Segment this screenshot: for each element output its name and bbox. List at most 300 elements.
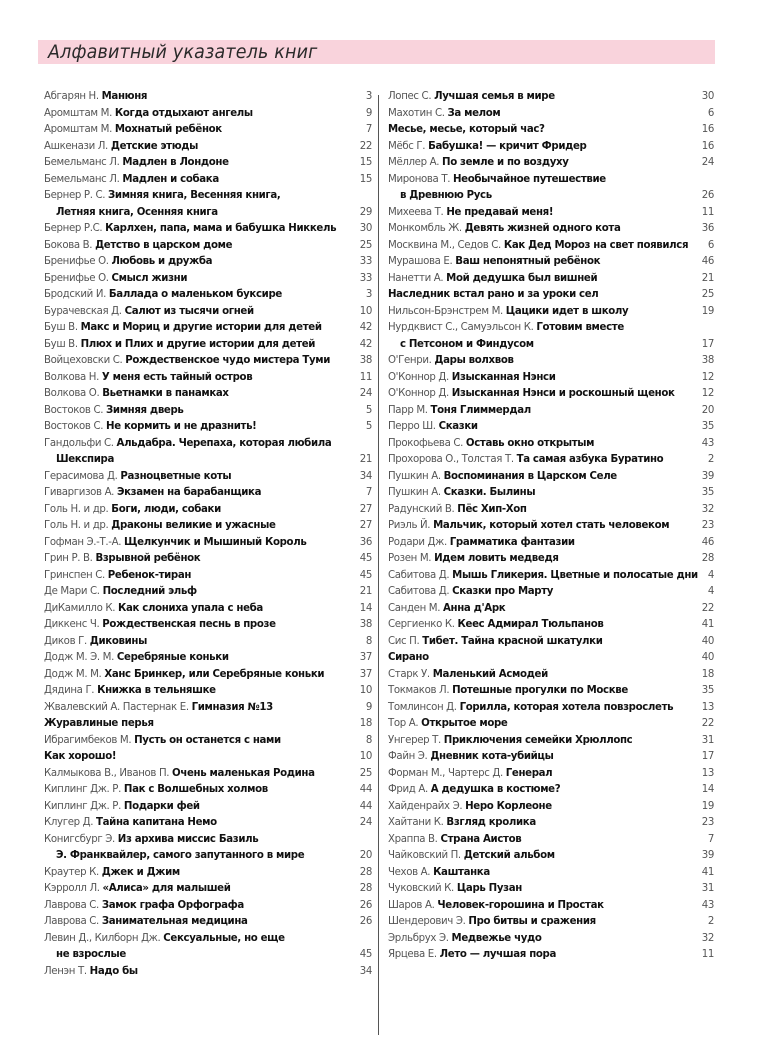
entry-text bbox=[44, 89, 349, 106]
entry-author: Шендерович Э. bbox=[388, 916, 466, 927]
entry-author: Бернер Р. С. bbox=[44, 190, 106, 201]
entry-line bbox=[388, 881, 691, 898]
index-entry bbox=[44, 221, 372, 238]
entry-text bbox=[44, 304, 349, 321]
entry-title: Месье, месье, который час? bbox=[388, 124, 545, 135]
entry-page-number: 2 bbox=[707, 454, 714, 465]
index-entry bbox=[388, 634, 714, 651]
index-entry bbox=[388, 568, 714, 585]
entry-text bbox=[388, 931, 691, 948]
entry-author: Томлинсон Д. bbox=[388, 701, 457, 713]
entry-page-number: 46 bbox=[701, 536, 714, 548]
entry-text bbox=[388, 106, 691, 123]
entry-title: Как слониха упала с неба bbox=[118, 602, 263, 614]
entry-page-number: 8 bbox=[365, 734, 372, 746]
entry-title: Мальчик, который хотел стать человеком bbox=[433, 520, 670, 531]
index-entry bbox=[388, 485, 714, 502]
entry-line bbox=[388, 683, 691, 700]
entry-text bbox=[388, 436, 691, 453]
entry-author: Бернер Р.С. bbox=[44, 223, 103, 234]
entry-author: Нанетти А. bbox=[388, 272, 444, 284]
entry-title: Тайна капитана Немо bbox=[96, 817, 217, 828]
entry-page-number: 19 bbox=[701, 305, 714, 317]
entry-text bbox=[388, 320, 691, 353]
entry-text bbox=[388, 815, 691, 832]
entry-title: Открытое море bbox=[421, 718, 508, 729]
entry-text bbox=[388, 205, 691, 222]
entry-author: Храппа В. bbox=[388, 833, 438, 845]
entry-author: Киплинг Дж. Р. bbox=[44, 784, 121, 795]
entry-page-number: 39 bbox=[701, 470, 714, 482]
entry-title: Детство в царском доме bbox=[95, 239, 233, 251]
entry-text bbox=[388, 419, 691, 436]
index-entry bbox=[44, 749, 372, 766]
entry-page-number: 3 bbox=[365, 91, 372, 102]
entry-title: Медвежье чудо bbox=[451, 932, 542, 944]
entry-line bbox=[44, 650, 349, 667]
entry-title: Как Дед Мороз на свет появился bbox=[503, 239, 689, 251]
index-entry bbox=[388, 683, 714, 700]
entry-title: Альдабра. Черепаха, которая любила bbox=[116, 437, 332, 449]
entry-text bbox=[388, 584, 691, 601]
index-entry bbox=[44, 634, 372, 651]
entry-page-number: 33 bbox=[359, 272, 372, 284]
entry-text bbox=[388, 551, 691, 568]
entry-line bbox=[44, 353, 349, 370]
entry-page-number: 42 bbox=[359, 322, 372, 333]
entry-title: Каштанка bbox=[433, 866, 490, 878]
entry-title: Ханс Бринкер, или Серебряные коньки bbox=[104, 668, 325, 680]
index-entry bbox=[388, 89, 714, 106]
entry-line bbox=[44, 155, 349, 172]
entry-author: Голь Н. и др. bbox=[44, 520, 109, 531]
entry-page-number: 11 bbox=[701, 206, 714, 218]
entry-title: Макс и Мориц и другие истории для детей bbox=[80, 322, 322, 333]
index-entry bbox=[388, 832, 714, 849]
entry-page-number: 32 bbox=[701, 503, 714, 515]
entry-author: Лаврова С. bbox=[44, 916, 99, 927]
entry-text bbox=[44, 287, 349, 304]
entry-author: Розен М. bbox=[388, 553, 432, 564]
entry-text bbox=[388, 254, 691, 271]
entry-author: Волкова О. bbox=[44, 388, 100, 399]
index-entry bbox=[388, 271, 714, 288]
entry-text bbox=[44, 221, 349, 238]
index-entry bbox=[388, 535, 714, 552]
entry-page-number: 34 bbox=[359, 470, 372, 482]
entry-line bbox=[388, 370, 691, 387]
entry-title: Сказки bbox=[438, 421, 478, 432]
entry-line bbox=[44, 865, 349, 882]
entry-page-number: 4 bbox=[707, 586, 714, 597]
index-entry bbox=[388, 221, 714, 238]
index-entry bbox=[388, 799, 714, 816]
entry-author: Левин Д., Килборн Дж. bbox=[44, 932, 161, 944]
entry-text bbox=[44, 370, 349, 387]
entry-author: Старк У. bbox=[388, 668, 430, 680]
index-entry bbox=[388, 617, 714, 634]
entry-text bbox=[44, 650, 349, 667]
index-entry bbox=[44, 914, 372, 931]
entry-page-number: 33 bbox=[359, 256, 372, 267]
entry-title: Вьетнамки в панамках bbox=[102, 388, 229, 399]
entry-author: Сабитова Д. bbox=[388, 586, 450, 597]
entry-title: Мадлен и собака bbox=[122, 173, 219, 185]
entry-line bbox=[44, 238, 349, 255]
entry-page-number: 22 bbox=[359, 140, 372, 152]
index-entry bbox=[44, 287, 372, 304]
entry-title: У меня есть тайный остров bbox=[101, 371, 253, 383]
entry-author: Де Мари С. bbox=[44, 586, 100, 597]
entry-title: Тоня Глиммердал bbox=[430, 404, 531, 416]
index-entry bbox=[388, 155, 714, 172]
entry-text bbox=[388, 832, 691, 849]
entry-text bbox=[44, 601, 349, 618]
entry-page-number: 15 bbox=[359, 157, 372, 168]
index-entry bbox=[44, 122, 372, 139]
entry-text bbox=[388, 865, 691, 882]
entry-page-number: 31 bbox=[701, 734, 714, 746]
entry-page-number: 25 bbox=[359, 239, 372, 251]
index-entry bbox=[388, 172, 714, 205]
entry-line bbox=[388, 287, 691, 304]
entry-title: Щелкунчик и Мышиный Король bbox=[124, 536, 307, 548]
entry-page-number: 38 bbox=[359, 619, 372, 630]
entry-author: Мёбс Г. bbox=[388, 140, 426, 152]
entry-line bbox=[44, 749, 349, 766]
entry-line bbox=[44, 716, 349, 733]
entry-author: ДиКамилло К. bbox=[44, 602, 116, 614]
entry-author: Санден М. bbox=[388, 602, 441, 614]
entry-author: Клугер Д. bbox=[44, 817, 94, 828]
index-entry bbox=[388, 287, 714, 304]
index-entry bbox=[44, 568, 372, 585]
entry-text bbox=[44, 551, 349, 568]
entry-title: Детский альбом bbox=[463, 850, 555, 861]
index-entry bbox=[44, 254, 372, 271]
entry-text bbox=[388, 502, 691, 519]
entry-page-number: 21 bbox=[359, 454, 372, 465]
entry-title: Изысканная Нэнси bbox=[451, 371, 556, 383]
entry-title: Рождественское чудо мистера Туми bbox=[125, 355, 331, 366]
index-entry bbox=[388, 931, 714, 948]
entry-title-continued: Шекспира bbox=[56, 454, 114, 465]
index-entry bbox=[388, 815, 714, 832]
entry-page-number: 43 bbox=[701, 437, 714, 449]
entry-author: Бурачевская Д. bbox=[44, 305, 122, 317]
entry-line bbox=[44, 815, 349, 832]
entry-page-number: 44 bbox=[359, 784, 372, 795]
entry-text bbox=[388, 353, 691, 370]
entry-title: Зимняя книга, Весенняя книга, bbox=[108, 190, 281, 201]
entry-line bbox=[44, 89, 349, 106]
entry-page-number: 24 bbox=[701, 157, 714, 168]
entry-author: Додж М. Э. М. bbox=[44, 652, 114, 663]
entry-author: Сабитова Д. bbox=[388, 569, 450, 581]
index-entry bbox=[388, 848, 714, 865]
index-entry bbox=[44, 139, 372, 156]
entry-text bbox=[44, 931, 349, 964]
entry-page-number: 22 bbox=[701, 718, 714, 729]
entry-author: Ярцева Е. bbox=[388, 949, 437, 960]
entry-text bbox=[388, 139, 691, 156]
index-entry bbox=[388, 419, 714, 436]
entry-page-number: 16 bbox=[701, 140, 714, 152]
entry-line bbox=[388, 436, 691, 453]
entry-title: Как хорошо! bbox=[44, 751, 117, 762]
entry-title: Боги, люди, собаки bbox=[111, 503, 221, 515]
entry-line bbox=[44, 172, 349, 189]
entry-page-number: 6 bbox=[707, 107, 714, 119]
entry-text bbox=[44, 683, 349, 700]
entry-author: Чайковский П. bbox=[388, 850, 461, 861]
entry-author: Востоков С. bbox=[44, 404, 104, 416]
entry-title: Изысканная Нэнси и роскошный щенок bbox=[451, 388, 675, 399]
entry-page-number: 7 bbox=[365, 487, 372, 498]
entry-page-number: 14 bbox=[359, 602, 372, 614]
entry-line bbox=[388, 502, 691, 519]
entry-line bbox=[388, 865, 691, 882]
entry-title: Маленький Асмодей bbox=[432, 668, 548, 680]
entry-text bbox=[388, 518, 691, 535]
entry-title: «Алиса» для малышей bbox=[102, 883, 231, 894]
entry-author: Додж М. М. bbox=[44, 668, 102, 680]
entry-text bbox=[44, 469, 349, 486]
index-entry bbox=[44, 337, 372, 354]
entry-line bbox=[44, 287, 349, 304]
entry-page-number: 12 bbox=[701, 388, 714, 399]
entry-page-number: 41 bbox=[701, 619, 714, 630]
entry-page-number: 35 bbox=[701, 685, 714, 696]
entry-author: Гандольфи С. bbox=[44, 437, 114, 449]
entry-page-number: 25 bbox=[701, 289, 714, 300]
index-entry bbox=[388, 139, 714, 156]
entry-line bbox=[44, 469, 349, 486]
entry-text bbox=[44, 733, 349, 750]
entry-page-number: 4 bbox=[707, 569, 714, 581]
entry-page-number: 22 bbox=[701, 602, 714, 614]
entry-text bbox=[388, 650, 691, 667]
entry-author: Лопес С. bbox=[388, 91, 432, 102]
entry-page-number: 13 bbox=[701, 767, 714, 779]
entry-page-number: 9 bbox=[365, 107, 372, 119]
entry-author: Бемельманс Л. bbox=[44, 157, 120, 168]
entry-author: Волкова Н. bbox=[44, 371, 100, 383]
entry-page-number: 9 bbox=[365, 701, 372, 713]
entry-line bbox=[388, 535, 691, 552]
entry-author: Бродский И. bbox=[44, 289, 106, 300]
entry-author: О'Коннор Д. bbox=[388, 388, 449, 399]
entry-page-number: 2 bbox=[707, 916, 714, 927]
entry-author: Хайтани К. bbox=[388, 817, 444, 828]
entry-text bbox=[44, 865, 349, 882]
entry-title: Диковины bbox=[89, 635, 147, 647]
entry-title: Цацики идет в школу bbox=[505, 305, 629, 317]
entry-title: По земле и по воздуху bbox=[442, 157, 569, 168]
entry-title: Потешные прогулки по Москве bbox=[452, 685, 628, 696]
entry-author: Риэль Й. bbox=[388, 520, 431, 531]
entry-text bbox=[388, 683, 691, 700]
entry-text bbox=[44, 799, 349, 816]
index-entry bbox=[388, 238, 714, 255]
entry-line bbox=[44, 601, 349, 618]
entry-page-number: 40 bbox=[701, 635, 714, 647]
entry-page-number: 44 bbox=[359, 800, 372, 812]
entry-line bbox=[388, 584, 691, 601]
entry-title: Мадлен в Лондоне bbox=[122, 157, 229, 168]
entry-title: Очень маленькая Родина bbox=[172, 767, 315, 779]
entry-author: Монкомбль Ж. bbox=[388, 223, 462, 234]
entry-author: Родари Дж. bbox=[388, 536, 447, 548]
entry-author: Жвалевский А. Пастернак Е. bbox=[44, 701, 189, 713]
entry-author: Киплинг Дж. Р. bbox=[44, 800, 121, 812]
index-entry bbox=[44, 469, 372, 486]
entry-page-number: 20 bbox=[359, 850, 372, 861]
entry-page-number: 18 bbox=[359, 718, 372, 729]
entry-title: Царь Пузан bbox=[456, 883, 522, 894]
entry-author: Мурашова Е. bbox=[388, 256, 453, 267]
entry-line bbox=[388, 155, 691, 172]
entry-page-number: 30 bbox=[701, 91, 714, 102]
entry-text bbox=[388, 881, 691, 898]
index-entry bbox=[44, 881, 372, 898]
header-band bbox=[38, 40, 715, 64]
entry-text bbox=[388, 848, 691, 865]
entry-title: Манюня bbox=[101, 91, 148, 102]
index-entry bbox=[44, 188, 372, 221]
entry-line bbox=[388, 386, 691, 403]
entry-page-number: 28 bbox=[359, 866, 372, 878]
entry-author: О'Коннор Д. bbox=[388, 371, 449, 383]
entry-text bbox=[388, 370, 691, 387]
entry-line bbox=[388, 716, 691, 733]
entry-title: Не предавай меня! bbox=[446, 206, 554, 218]
entry-line bbox=[44, 419, 349, 436]
entry-text bbox=[44, 485, 349, 502]
entry-page-number: 11 bbox=[701, 949, 714, 960]
entry-author: Ашкенази Л. bbox=[44, 140, 108, 152]
entry-author: Калмыкова В., Иванов П. bbox=[44, 767, 170, 779]
entry-page-number: 35 bbox=[701, 421, 714, 432]
index-entry bbox=[388, 667, 714, 684]
entry-title: Сексуальные, но еще bbox=[163, 932, 285, 944]
entry-text bbox=[44, 419, 349, 436]
entry-text bbox=[44, 436, 349, 469]
entry-text bbox=[388, 749, 691, 766]
entry-line bbox=[388, 485, 691, 502]
entry-title: Воспоминания в Царском Селе bbox=[443, 470, 617, 482]
entry-line bbox=[44, 271, 349, 288]
entry-page-number: 20 bbox=[701, 404, 714, 416]
entry-title: Салют из тысячи огней bbox=[124, 305, 254, 317]
index-entry bbox=[44, 766, 372, 783]
index-entry bbox=[44, 370, 372, 387]
entry-text bbox=[44, 238, 349, 255]
entry-author: Войцеховски С. bbox=[44, 355, 123, 366]
entry-line bbox=[44, 766, 349, 783]
index-entry bbox=[388, 122, 714, 139]
entry-title: Экзамен на барабанщика bbox=[116, 487, 262, 498]
entry-page-number: 7 bbox=[707, 833, 714, 845]
entry-page-number: 37 bbox=[359, 652, 372, 663]
entry-author: Пушкин А. bbox=[388, 470, 441, 482]
entry-author: Ленэн Т. bbox=[44, 965, 87, 977]
entry-text bbox=[44, 188, 349, 221]
entry-text bbox=[44, 881, 349, 898]
entry-author: Чуковский К. bbox=[388, 883, 454, 894]
entry-page-number: 15 bbox=[359, 173, 372, 185]
entry-title: Грамматика фантазии bbox=[449, 536, 575, 548]
entry-page-number: 19 bbox=[701, 800, 714, 812]
entry-author: Токмаков Л. bbox=[388, 685, 450, 696]
entry-line bbox=[388, 914, 691, 931]
entry-title: Баллада о маленьком буксире bbox=[108, 289, 282, 300]
entry-line bbox=[388, 667, 691, 684]
entry-author: Гринспен С. bbox=[44, 569, 105, 581]
index-entry bbox=[388, 502, 714, 519]
entry-text bbox=[388, 914, 691, 931]
entry-title: Девять жизней одного кота bbox=[464, 223, 621, 234]
entry-line bbox=[44, 370, 349, 387]
entry-line bbox=[44, 584, 349, 601]
entry-author: Аромштам М. bbox=[44, 107, 112, 119]
index-entry bbox=[388, 370, 714, 387]
index-entry bbox=[44, 271, 372, 288]
index-entry bbox=[44, 320, 372, 337]
entry-page-number: 32 bbox=[701, 932, 714, 944]
entry-line bbox=[44, 535, 349, 552]
index-entry bbox=[388, 436, 714, 453]
entry-line bbox=[388, 799, 691, 816]
entry-page-number: 6 bbox=[707, 239, 714, 251]
entry-title: Дары волхвов bbox=[434, 355, 514, 366]
entry-text bbox=[388, 733, 691, 750]
index-entry bbox=[44, 716, 372, 733]
entry-title: Оставь окно открытым bbox=[465, 437, 595, 449]
entry-title: Тибет. Тайна красной шкатулки bbox=[422, 635, 603, 647]
entry-author: Радунский В. bbox=[388, 503, 455, 515]
entry-title: Сказки. Былины bbox=[443, 487, 536, 498]
entry-line bbox=[44, 221, 349, 238]
entry-page-number: 23 bbox=[701, 817, 714, 828]
entry-author: Перро Ш. bbox=[388, 421, 436, 432]
index-entry bbox=[388, 205, 714, 222]
entry-author: Эрльбрух Э. bbox=[388, 932, 449, 944]
entry-author: Прокофьева С. bbox=[388, 437, 464, 449]
index-entry bbox=[44, 601, 372, 618]
index-entry bbox=[388, 551, 714, 568]
index-entry bbox=[388, 518, 714, 535]
entry-text bbox=[388, 386, 691, 403]
entry-title: Взгляд кролика bbox=[446, 817, 536, 828]
entry-line bbox=[44, 568, 349, 585]
entry-author: Миронова Т. bbox=[388, 173, 451, 185]
entry-page-number: 45 bbox=[359, 569, 372, 581]
index-entry bbox=[44, 617, 372, 634]
entry-author: Бренифье О. bbox=[44, 272, 109, 284]
entry-author: Тор А. bbox=[388, 718, 419, 729]
entry-page-number: 18 bbox=[701, 668, 714, 680]
entry-line bbox=[44, 436, 349, 453]
index-entry bbox=[388, 782, 714, 799]
entry-title: Необычайное путешествие bbox=[453, 173, 606, 185]
index-entry bbox=[388, 386, 714, 403]
entry-line bbox=[44, 667, 349, 684]
entry-title: Джек и Джим bbox=[101, 866, 180, 878]
entry-line bbox=[388, 89, 691, 106]
entry-line bbox=[388, 898, 691, 915]
index-entry bbox=[44, 386, 372, 403]
